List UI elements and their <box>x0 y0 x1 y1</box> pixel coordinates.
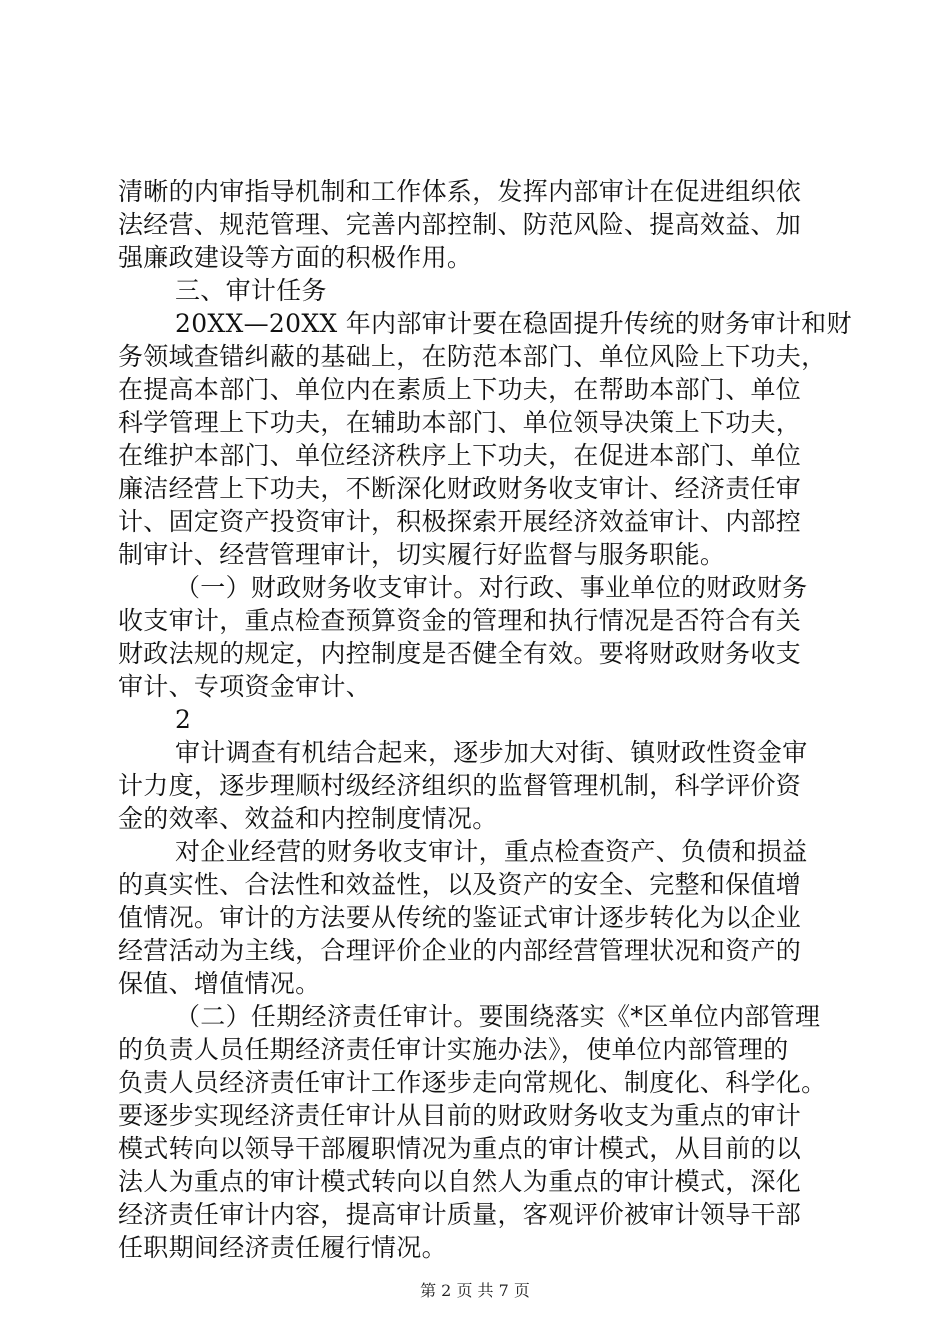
text-line: 对企业经营的财务收支审计，重点检查资产、负债和损益 <box>175 837 808 866</box>
text-line: 收支审计，重点检查预算资金的管理和执行情况是否符合有关 <box>118 606 802 635</box>
text-line: 经营活动为主线，合理评价企业的内部经营管理状况和资产的 <box>118 936 802 965</box>
text-line: 清晰的内审指导机制和工作体系，发挥内部审计在促进组织依 <box>118 177 802 206</box>
page-number-label: 第 2 页 共 7 页 <box>420 1281 530 1300</box>
text-line: 保值、增值情况。 <box>118 969 321 998</box>
text-line: 20XX—20XX 年内部审计要在稳固提升传统的财务审计和财 <box>175 309 852 338</box>
text-line: 金的效率、效益和内控制度情况。 <box>118 804 498 833</box>
text-line: 审计、专项资金审计、 <box>118 672 372 701</box>
text-line: 在提高本部门、单位内在素质上下功夫，在帮助本部门、单位 <box>118 375 802 404</box>
text-line: 廉洁经营上下功夫，不断深化财政财务收支审计、经济责任审 <box>118 474 802 503</box>
text-line: 法人为重点的审计模式转向以自然人为重点的审计模式，深化 <box>118 1167 802 1196</box>
text-line: 审计调查有机结合起来，逐步加大对街、镇财政性资金审 <box>175 738 808 767</box>
text-line: 务领域查错纠蔽的基础上，在防范本部门、单位风险上下功夫， <box>118 342 827 371</box>
section-heading: 三、审计任务 <box>175 276 327 305</box>
text-line: 制审计、经营管理审计，切实履行好监督与服务职能。 <box>118 540 726 569</box>
text-line: 模式转向以领导干部履职情况为重点的审计模式，从目前的以 <box>118 1134 802 1163</box>
text-line: 科学管理上下功夫，在辅助本部门、单位领导决策上下功夫， <box>118 408 802 437</box>
text-line: 强廉政建设等方面的积极作用。 <box>118 243 473 272</box>
subsection-heading: （二）任期经济责任审计。要围绕落实《*区单位内部管理 <box>175 1002 821 1031</box>
text-line: 值情况。审计的方法要从传统的鉴证式审计逐步转化为以企业 <box>118 903 802 932</box>
text-line: 财政法规的规定，内控制度是否健全有效。要将财政财务收支 <box>118 639 802 668</box>
text-line: 的真实性、合法性和效益性，以及资产的安全、完整和保值增 <box>118 870 802 899</box>
text-line: 的负责人员任期经济责任审计实施办法》，使单位内部管理的 <box>118 1035 789 1064</box>
page-footer <box>0 1281 950 1301</box>
text-line: 计力度，逐步理顺村级经济组织的监督管理机制，科学评价资 <box>118 771 802 800</box>
text-line: 计、固定资产投资审计，积极探索开展经济效益审计、内部控 <box>118 507 802 536</box>
text-line: 负责人员经济责任审计工作逐步走向常规化、制度化、科学化。 <box>118 1068 827 1097</box>
text-line: 法经营、规范管理、完善内部控制、防范风险、提高效益、加 <box>118 210 802 239</box>
text-line: 任职期间经济责任履行情况。 <box>118 1233 447 1262</box>
text-line: 经济责任审计内容，提高审计质量，客观评价被审计领导干部 <box>118 1200 802 1229</box>
text-line: 要逐步实现经济责任审计从目前的财政财务收支为重点的审计 <box>118 1101 802 1130</box>
subsection-heading: （一）财政财务收支审计。对行政、事业单位的财政财务 <box>175 573 808 602</box>
inline-page-number: 2 <box>175 705 192 734</box>
text-line: 在维护本部门、单位经济秩序上下功夫，在促进本部门、单位 <box>118 441 802 470</box>
